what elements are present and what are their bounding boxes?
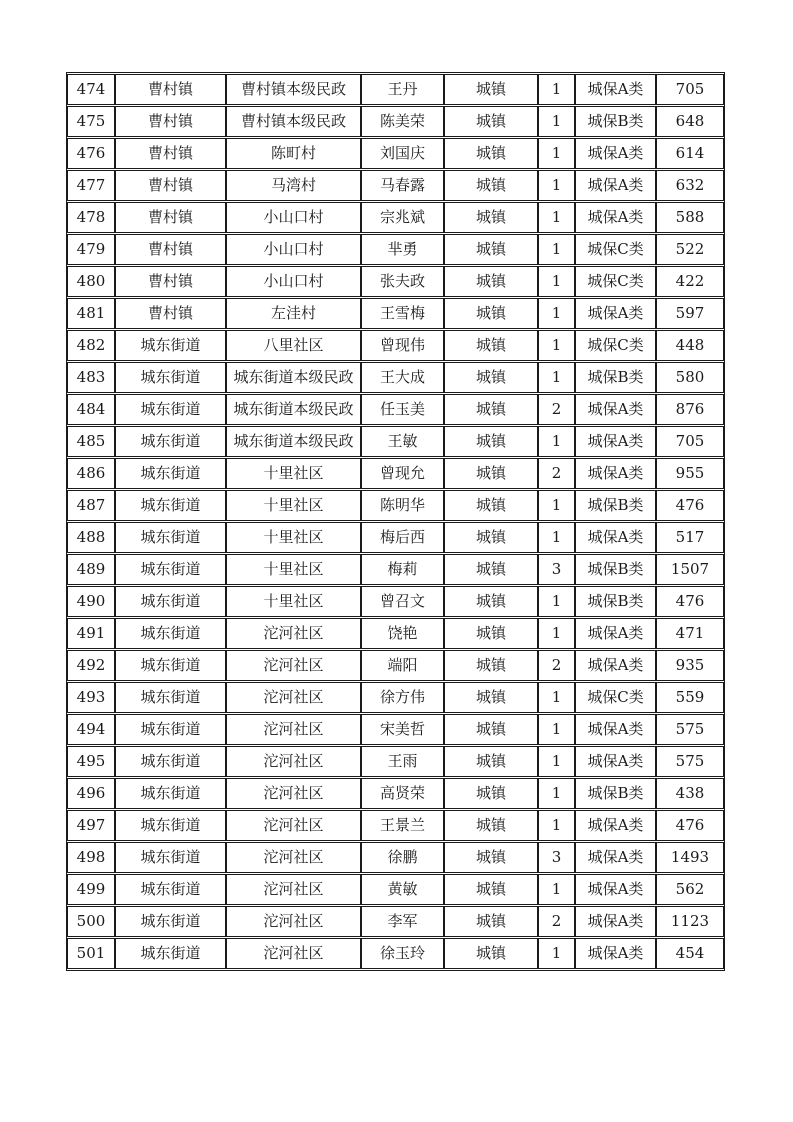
cell-amount: 559 bbox=[656, 682, 724, 713]
table-row bbox=[67, 874, 724, 905]
cell-unit: 城东街道本级民政 bbox=[226, 394, 361, 425]
cell-person-name: 陈明华 bbox=[361, 490, 444, 521]
cell-count: 1 bbox=[538, 138, 575, 169]
cell-unit: 十里社区 bbox=[226, 522, 361, 553]
cell-unit: 沱河社区 bbox=[226, 842, 361, 873]
cell-amount: 955 bbox=[656, 458, 724, 489]
cell-town: 曹村镇 bbox=[115, 170, 226, 201]
table-row bbox=[67, 426, 724, 457]
cell-town: 城东街道 bbox=[115, 906, 226, 937]
cell-category: 城保A类 bbox=[575, 810, 656, 841]
cell-count: 1 bbox=[538, 298, 575, 329]
cell-amount: 575 bbox=[656, 714, 724, 745]
cell-count: 1 bbox=[538, 586, 575, 617]
cell-seq: 479 bbox=[67, 234, 115, 265]
cell-town: 城东街道 bbox=[115, 522, 226, 553]
cell-category: 城保A类 bbox=[575, 938, 656, 969]
cell-unit: 城东街道本级民政 bbox=[226, 426, 361, 457]
cell-town: 城东街道 bbox=[115, 714, 226, 745]
cell-unit: 十里社区 bbox=[226, 586, 361, 617]
cell-amount: 588 bbox=[656, 202, 724, 233]
cell-town: 城东街道 bbox=[115, 778, 226, 809]
cell-amount: 422 bbox=[656, 266, 724, 297]
cell-unit: 沱河社区 bbox=[226, 938, 361, 969]
cell-person-name: 饶艳 bbox=[361, 618, 444, 649]
table-row bbox=[67, 554, 724, 585]
cell-unit: 八里社区 bbox=[226, 330, 361, 361]
cell-seq: 495 bbox=[67, 746, 115, 777]
cell-seq: 475 bbox=[67, 106, 115, 137]
cell-unit: 沱河社区 bbox=[226, 618, 361, 649]
table-row bbox=[67, 586, 724, 617]
cell-amount: 454 bbox=[656, 938, 724, 969]
cell-area-type: 城镇 bbox=[444, 938, 538, 969]
cell-count: 1 bbox=[538, 106, 575, 137]
table-row bbox=[67, 842, 724, 873]
cell-count: 1 bbox=[538, 778, 575, 809]
cell-town: 曹村镇 bbox=[115, 266, 226, 297]
cell-amount: 1493 bbox=[656, 842, 724, 873]
cell-category: 城保A类 bbox=[575, 138, 656, 169]
cell-person-name: 王雪梅 bbox=[361, 298, 444, 329]
cell-area-type: 城镇 bbox=[444, 426, 538, 457]
cell-count: 1 bbox=[538, 202, 575, 233]
cell-category: 城保B类 bbox=[575, 362, 656, 393]
cell-category: 城保A类 bbox=[575, 426, 656, 457]
table-row bbox=[67, 618, 724, 649]
cell-amount: 1507 bbox=[656, 554, 724, 585]
cell-unit: 沱河社区 bbox=[226, 746, 361, 777]
cell-town: 曹村镇 bbox=[115, 234, 226, 265]
cell-person-name: 高贤荣 bbox=[361, 778, 444, 809]
cell-count: 2 bbox=[538, 650, 575, 681]
cell-area-type: 城镇 bbox=[444, 106, 538, 137]
cell-count: 3 bbox=[538, 554, 575, 585]
table-row bbox=[67, 746, 724, 777]
cell-person-name: 曾召文 bbox=[361, 586, 444, 617]
cell-area-type: 城镇 bbox=[444, 330, 538, 361]
cell-town: 曹村镇 bbox=[115, 106, 226, 137]
cell-count: 1 bbox=[538, 490, 575, 521]
table-row bbox=[67, 938, 724, 969]
cell-town: 曹村镇 bbox=[115, 138, 226, 169]
cell-town: 城东街道 bbox=[115, 810, 226, 841]
cell-amount: 476 bbox=[656, 586, 724, 617]
cell-amount: 632 bbox=[656, 170, 724, 201]
cell-area-type: 城镇 bbox=[444, 650, 538, 681]
cell-person-name: 梅莉 bbox=[361, 554, 444, 585]
cell-seq: 499 bbox=[67, 874, 115, 905]
benefits-table bbox=[66, 72, 725, 971]
cell-amount: 705 bbox=[656, 426, 724, 457]
cell-count: 2 bbox=[538, 906, 575, 937]
cell-count: 1 bbox=[538, 938, 575, 969]
cell-count: 1 bbox=[538, 874, 575, 905]
cell-person-name: 曾现允 bbox=[361, 458, 444, 489]
cell-seq: 485 bbox=[67, 426, 115, 457]
cell-count: 1 bbox=[538, 330, 575, 361]
cell-category: 城保A类 bbox=[575, 458, 656, 489]
cell-person-name: 黄敏 bbox=[361, 874, 444, 905]
cell-area-type: 城镇 bbox=[444, 74, 538, 105]
cell-category: 城保A类 bbox=[575, 746, 656, 777]
cell-unit: 沱河社区 bbox=[226, 714, 361, 745]
cell-amount: 597 bbox=[656, 298, 724, 329]
cell-seq: 478 bbox=[67, 202, 115, 233]
cell-amount: 580 bbox=[656, 362, 724, 393]
cell-seq: 496 bbox=[67, 778, 115, 809]
cell-category: 城保B类 bbox=[575, 778, 656, 809]
cell-person-name: 徐鹏 bbox=[361, 842, 444, 873]
cell-person-name: 芈勇 bbox=[361, 234, 444, 265]
cell-town: 城东街道 bbox=[115, 682, 226, 713]
cell-town: 城东街道 bbox=[115, 426, 226, 457]
cell-area-type: 城镇 bbox=[444, 234, 538, 265]
cell-seq: 488 bbox=[67, 522, 115, 553]
table-row bbox=[67, 234, 724, 265]
cell-person-name: 王雨 bbox=[361, 746, 444, 777]
table-row bbox=[67, 74, 724, 105]
cell-unit: 沱河社区 bbox=[226, 682, 361, 713]
cell-category: 城保B类 bbox=[575, 586, 656, 617]
cell-person-name: 王景兰 bbox=[361, 810, 444, 841]
cell-area-type: 城镇 bbox=[444, 138, 538, 169]
cell-town: 城东街道 bbox=[115, 938, 226, 969]
cell-amount: 648 bbox=[656, 106, 724, 137]
cell-unit: 沱河社区 bbox=[226, 650, 361, 681]
cell-count: 1 bbox=[538, 522, 575, 553]
cell-person-name: 李军 bbox=[361, 906, 444, 937]
cell-amount: 438 bbox=[656, 778, 724, 809]
cell-category: 城保A类 bbox=[575, 522, 656, 553]
cell-area-type: 城镇 bbox=[444, 810, 538, 841]
cell-town: 城东街道 bbox=[115, 842, 226, 873]
cell-amount: 517 bbox=[656, 522, 724, 553]
table-row bbox=[67, 202, 724, 233]
cell-category: 城保B类 bbox=[575, 106, 656, 137]
cell-amount: 476 bbox=[656, 490, 724, 521]
cell-seq: 484 bbox=[67, 394, 115, 425]
cell-seq: 477 bbox=[67, 170, 115, 201]
table-row bbox=[67, 810, 724, 841]
table-row bbox=[67, 778, 724, 809]
cell-amount: 614 bbox=[656, 138, 724, 169]
cell-amount: 562 bbox=[656, 874, 724, 905]
cell-count: 1 bbox=[538, 234, 575, 265]
cell-town: 城东街道 bbox=[115, 874, 226, 905]
table-row bbox=[67, 522, 724, 553]
cell-unit: 城东街道本级民政 bbox=[226, 362, 361, 393]
cell-category: 城保A类 bbox=[575, 618, 656, 649]
cell-person-name: 端阳 bbox=[361, 650, 444, 681]
cell-category: 城保B类 bbox=[575, 554, 656, 585]
cell-area-type: 城镇 bbox=[444, 202, 538, 233]
cell-seq: 476 bbox=[67, 138, 115, 169]
table-row bbox=[67, 490, 724, 521]
cell-unit: 小山口村 bbox=[226, 266, 361, 297]
cell-unit: 沱河社区 bbox=[226, 778, 361, 809]
cell-category: 城保C类 bbox=[575, 266, 656, 297]
cell-town: 曹村镇 bbox=[115, 298, 226, 329]
cell-count: 1 bbox=[538, 170, 575, 201]
cell-person-name: 徐方伟 bbox=[361, 682, 444, 713]
cell-amount: 935 bbox=[656, 650, 724, 681]
cell-person-name: 梅后西 bbox=[361, 522, 444, 553]
cell-count: 1 bbox=[538, 618, 575, 649]
table-row bbox=[67, 714, 724, 745]
cell-area-type: 城镇 bbox=[444, 778, 538, 809]
cell-category: 城保A类 bbox=[575, 394, 656, 425]
cell-person-name: 陈美荣 bbox=[361, 106, 444, 137]
cell-category: 城保A类 bbox=[575, 650, 656, 681]
cell-person-name: 宋美哲 bbox=[361, 714, 444, 745]
table-row bbox=[67, 170, 724, 201]
cell-person-name: 王大成 bbox=[361, 362, 444, 393]
cell-area-type: 城镇 bbox=[444, 522, 538, 553]
cell-seq: 500 bbox=[67, 906, 115, 937]
cell-person-name: 刘国庆 bbox=[361, 138, 444, 169]
cell-amount: 575 bbox=[656, 746, 724, 777]
cell-count: 1 bbox=[538, 714, 575, 745]
cell-unit: 十里社区 bbox=[226, 554, 361, 585]
cell-seq: 487 bbox=[67, 490, 115, 521]
cell-seq: 498 bbox=[67, 842, 115, 873]
table-row bbox=[67, 330, 724, 361]
cell-area-type: 城镇 bbox=[444, 554, 538, 585]
cell-amount: 705 bbox=[656, 74, 724, 105]
cell-area-type: 城镇 bbox=[444, 874, 538, 905]
table-row bbox=[67, 906, 724, 937]
cell-count: 1 bbox=[538, 746, 575, 777]
cell-unit: 沱河社区 bbox=[226, 906, 361, 937]
cell-area-type: 城镇 bbox=[444, 618, 538, 649]
cell-town: 城东街道 bbox=[115, 362, 226, 393]
cell-town: 城东街道 bbox=[115, 458, 226, 489]
table-row bbox=[67, 266, 724, 297]
cell-seq: 491 bbox=[67, 618, 115, 649]
cell-seq: 483 bbox=[67, 362, 115, 393]
cell-area-type: 城镇 bbox=[444, 362, 538, 393]
cell-area-type: 城镇 bbox=[444, 394, 538, 425]
cell-category: 城保A类 bbox=[575, 170, 656, 201]
table-row bbox=[67, 106, 724, 137]
cell-count: 1 bbox=[538, 810, 575, 841]
table-row bbox=[67, 682, 724, 713]
cell-area-type: 城镇 bbox=[444, 490, 538, 521]
table-row bbox=[67, 362, 724, 393]
cell-unit: 小山口村 bbox=[226, 234, 361, 265]
cell-unit: 曹村镇本级民政 bbox=[226, 74, 361, 105]
cell-unit: 沱河社区 bbox=[226, 810, 361, 841]
cell-unit: 曹村镇本级民政 bbox=[226, 106, 361, 137]
cell-count: 1 bbox=[538, 362, 575, 393]
cell-category: 城保B类 bbox=[575, 490, 656, 521]
cell-category: 城保C类 bbox=[575, 234, 656, 265]
cell-area-type: 城镇 bbox=[444, 906, 538, 937]
cell-seq: 489 bbox=[67, 554, 115, 585]
cell-town: 城东街道 bbox=[115, 746, 226, 777]
cell-area-type: 城镇 bbox=[444, 714, 538, 745]
cell-category: 城保C类 bbox=[575, 682, 656, 713]
cell-seq: 481 bbox=[67, 298, 115, 329]
cell-amount: 448 bbox=[656, 330, 724, 361]
cell-count: 2 bbox=[538, 394, 575, 425]
cell-count: 1 bbox=[538, 74, 575, 105]
table-row bbox=[67, 650, 724, 681]
cell-seq: 474 bbox=[67, 74, 115, 105]
cell-amount: 522 bbox=[656, 234, 724, 265]
cell-area-type: 城镇 bbox=[444, 458, 538, 489]
cell-town: 城东街道 bbox=[115, 330, 226, 361]
table-row bbox=[67, 394, 724, 425]
cell-seq: 480 bbox=[67, 266, 115, 297]
table-row bbox=[67, 138, 724, 169]
cell-category: 城保A类 bbox=[575, 298, 656, 329]
cell-person-name: 宗兆斌 bbox=[361, 202, 444, 233]
cell-category: 城保A类 bbox=[575, 874, 656, 905]
cell-count: 2 bbox=[538, 458, 575, 489]
cell-category: 城保A类 bbox=[575, 842, 656, 873]
cell-area-type: 城镇 bbox=[444, 266, 538, 297]
cell-unit: 小山口村 bbox=[226, 202, 361, 233]
cell-town: 城东街道 bbox=[115, 650, 226, 681]
cell-area-type: 城镇 bbox=[444, 298, 538, 329]
cell-amount: 876 bbox=[656, 394, 724, 425]
cell-town: 城东街道 bbox=[115, 490, 226, 521]
cell-seq: 501 bbox=[67, 938, 115, 969]
cell-count: 1 bbox=[538, 426, 575, 457]
cell-category: 城保A类 bbox=[575, 74, 656, 105]
cell-count: 1 bbox=[538, 266, 575, 297]
cell-count: 1 bbox=[538, 682, 575, 713]
cell-seq: 497 bbox=[67, 810, 115, 841]
cell-town: 城东街道 bbox=[115, 394, 226, 425]
cell-area-type: 城镇 bbox=[444, 842, 538, 873]
cell-unit: 马湾村 bbox=[226, 170, 361, 201]
cell-seq: 493 bbox=[67, 682, 115, 713]
cell-seq: 482 bbox=[67, 330, 115, 361]
cell-area-type: 城镇 bbox=[444, 746, 538, 777]
cell-category: 城保A类 bbox=[575, 714, 656, 745]
cell-area-type: 城镇 bbox=[444, 682, 538, 713]
cell-town: 曹村镇 bbox=[115, 202, 226, 233]
cell-unit: 左洼村 bbox=[226, 298, 361, 329]
cell-amount: 471 bbox=[656, 618, 724, 649]
cell-person-name: 王敏 bbox=[361, 426, 444, 457]
cell-person-name: 张夫政 bbox=[361, 266, 444, 297]
cell-seq: 492 bbox=[67, 650, 115, 681]
cell-person-name: 曾现伟 bbox=[361, 330, 444, 361]
cell-unit: 陈町村 bbox=[226, 138, 361, 169]
table-body bbox=[67, 74, 724, 969]
cell-town: 曹村镇 bbox=[115, 74, 226, 105]
cell-person-name: 王丹 bbox=[361, 74, 444, 105]
cell-person-name: 任玉美 bbox=[361, 394, 444, 425]
cell-area-type: 城镇 bbox=[444, 586, 538, 617]
cell-amount: 1123 bbox=[656, 906, 724, 937]
cell-town: 城东街道 bbox=[115, 554, 226, 585]
cell-category: 城保A类 bbox=[575, 202, 656, 233]
cell-seq: 490 bbox=[67, 586, 115, 617]
table-row bbox=[67, 458, 724, 489]
cell-count: 3 bbox=[538, 842, 575, 873]
cell-seq: 486 bbox=[67, 458, 115, 489]
cell-seq: 494 bbox=[67, 714, 115, 745]
table-row bbox=[67, 298, 724, 329]
cell-town: 城东街道 bbox=[115, 586, 226, 617]
cell-unit: 十里社区 bbox=[226, 458, 361, 489]
cell-unit: 十里社区 bbox=[226, 490, 361, 521]
cell-amount: 476 bbox=[656, 810, 724, 841]
cell-town: 城东街道 bbox=[115, 618, 226, 649]
cell-category: 城保C类 bbox=[575, 330, 656, 361]
cell-area-type: 城镇 bbox=[444, 170, 538, 201]
cell-person-name: 徐玉玲 bbox=[361, 938, 444, 969]
cell-person-name: 马春露 bbox=[361, 170, 444, 201]
cell-unit: 沱河社区 bbox=[226, 874, 361, 905]
cell-category: 城保A类 bbox=[575, 906, 656, 937]
